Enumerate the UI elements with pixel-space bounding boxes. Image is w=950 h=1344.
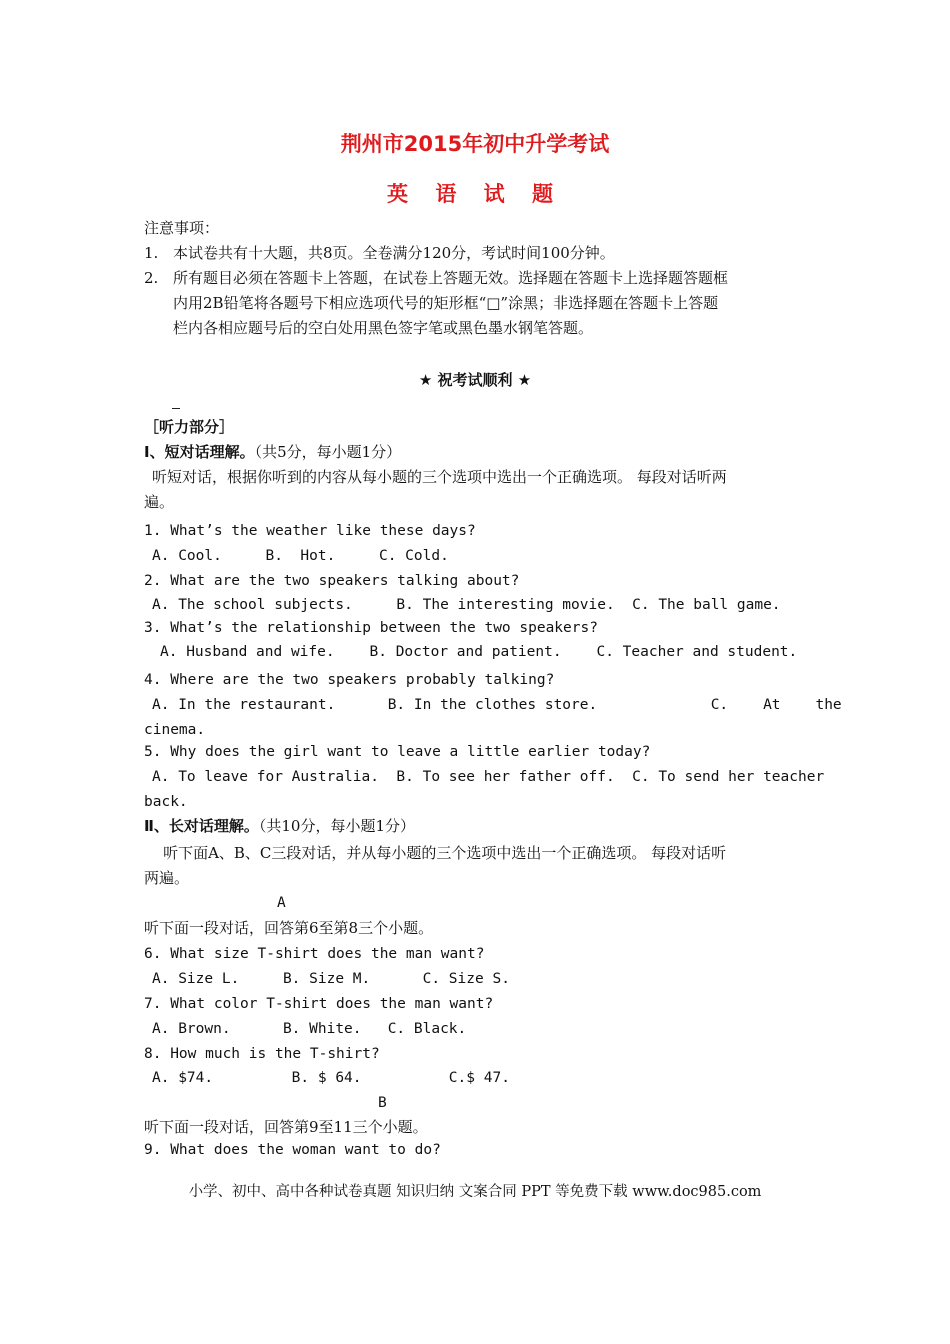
section-b-instruction: 听下面一段对话，回答第9至11三个小题。 bbox=[144, 1118, 428, 1136]
section2-title: Ⅱ、长对话理解。 bbox=[144, 817, 259, 835]
question-4-options-line2: cinema. bbox=[144, 722, 206, 738]
question-1: 1. What’s the weather like these days? bbox=[144, 523, 476, 539]
notice-item2-line3: 栏内各相应题号后的空白处用黑色签字笔或黑色墨水钢笔答题。 bbox=[173, 319, 594, 337]
blessing-line: ★ 祝考试顺利 ★ bbox=[418, 371, 532, 389]
question-7-options: A. Brown. B. White. C. Black. bbox=[152, 1021, 467, 1037]
page-footer: 小学、初中、高中各种试卷真题 知识归纳 文案合同 PPT 等免费下载 www.doc985.com bbox=[188, 1184, 762, 1200]
section1-heading bbox=[144, 442, 401, 462]
question-4: 4. Where are the two speakers probably talking? bbox=[144, 672, 555, 688]
question-6: 6. What size T-shirt does the man want? bbox=[144, 946, 485, 962]
notice-item2-num: 2. bbox=[144, 269, 159, 287]
question-7: 7. What color T-shirt does the man want? bbox=[144, 996, 494, 1012]
notice-item1: 本试卷共有十大题，共8页。全卷满分120分，考试时间100分钟。 bbox=[173, 244, 615, 262]
question-2-options: A. The school subjects. B. The interesting movie. C. The ball game. bbox=[152, 597, 781, 613]
section1-instruction-line1: 听短对话，根据你听到的内容从每小题的三个选项中选出一个正确选项。 每段对话听两 bbox=[152, 468, 727, 486]
section2-heading bbox=[144, 816, 415, 836]
question-5-options-line2: back. bbox=[144, 794, 188, 810]
exam-title: 荆州市2015年初中升学考试 bbox=[340, 132, 610, 156]
question-5-options-line1: A. To leave for Australia. B. To see her father off. C. To send her teacher bbox=[152, 769, 825, 785]
section-a-label: A bbox=[277, 895, 286, 911]
question-8-options: A. $74. B. $ 64. C.$ 47. bbox=[152, 1070, 510, 1086]
exam-subtitle: 英 语 试 题 bbox=[387, 182, 563, 206]
section2-instruction-line1: 听下面A、B、C三段对话，并从每小题的三个选项中选出一个正确选项。 每段对话听 bbox=[144, 844, 727, 862]
section1-title: Ⅰ、短对话理解。 bbox=[144, 443, 255, 461]
question-5: 5. Why does the girl want to leave a little earlier today? bbox=[144, 744, 651, 760]
section-b-label: B bbox=[378, 1095, 387, 1111]
question-6-options: A. Size L. B. Size M. C. Size S. bbox=[152, 971, 510, 987]
notice-heading: 注意事项： bbox=[144, 219, 220, 237]
notice-item1-num: 1. bbox=[144, 244, 159, 262]
question-4-options-line1: A. In the restaurant. B. In the clothes store. C. At the bbox=[152, 697, 842, 713]
section1-instruction-line2: 遍。 bbox=[144, 493, 175, 511]
section2-score: （共10分，每小题1分） bbox=[258, 817, 416, 835]
notice-item2-line2: 内用2B铅笔将各题号下相应选项代号的矩形框“□”涂黑；非选择题在答题卡上答题 bbox=[173, 294, 719, 312]
question-8: 8. How much is the T-shirt? bbox=[144, 1046, 380, 1062]
short-dash bbox=[172, 408, 180, 409]
section2-instruction-line2: 两遍。 bbox=[144, 869, 190, 887]
question-1-options: A. Cool. B. Hot. C. Cold. bbox=[152, 548, 449, 564]
question-3-options: A. Husband and wife. B. Doctor and patient. C. Teacher and student. bbox=[160, 644, 798, 660]
section1-score: （共5分，每小题1分） bbox=[254, 443, 402, 461]
question-9: 9. What does the woman want to do? bbox=[144, 1142, 441, 1158]
question-2: 2. What are the two speakers talking about? bbox=[144, 573, 520, 589]
section-a-instruction: 听下面一段对话，回答第6至第8三个小题。 bbox=[144, 919, 434, 937]
listening-part-label: ［听力部分］ bbox=[144, 418, 235, 436]
question-3: 3. What’s the relationship between the two speakers? bbox=[144, 620, 598, 636]
notice-item2-line1: 所有题目必须在答题卡上答题，在试卷上答题无效。选择题在答题卡上选择题答题框 bbox=[173, 269, 729, 287]
